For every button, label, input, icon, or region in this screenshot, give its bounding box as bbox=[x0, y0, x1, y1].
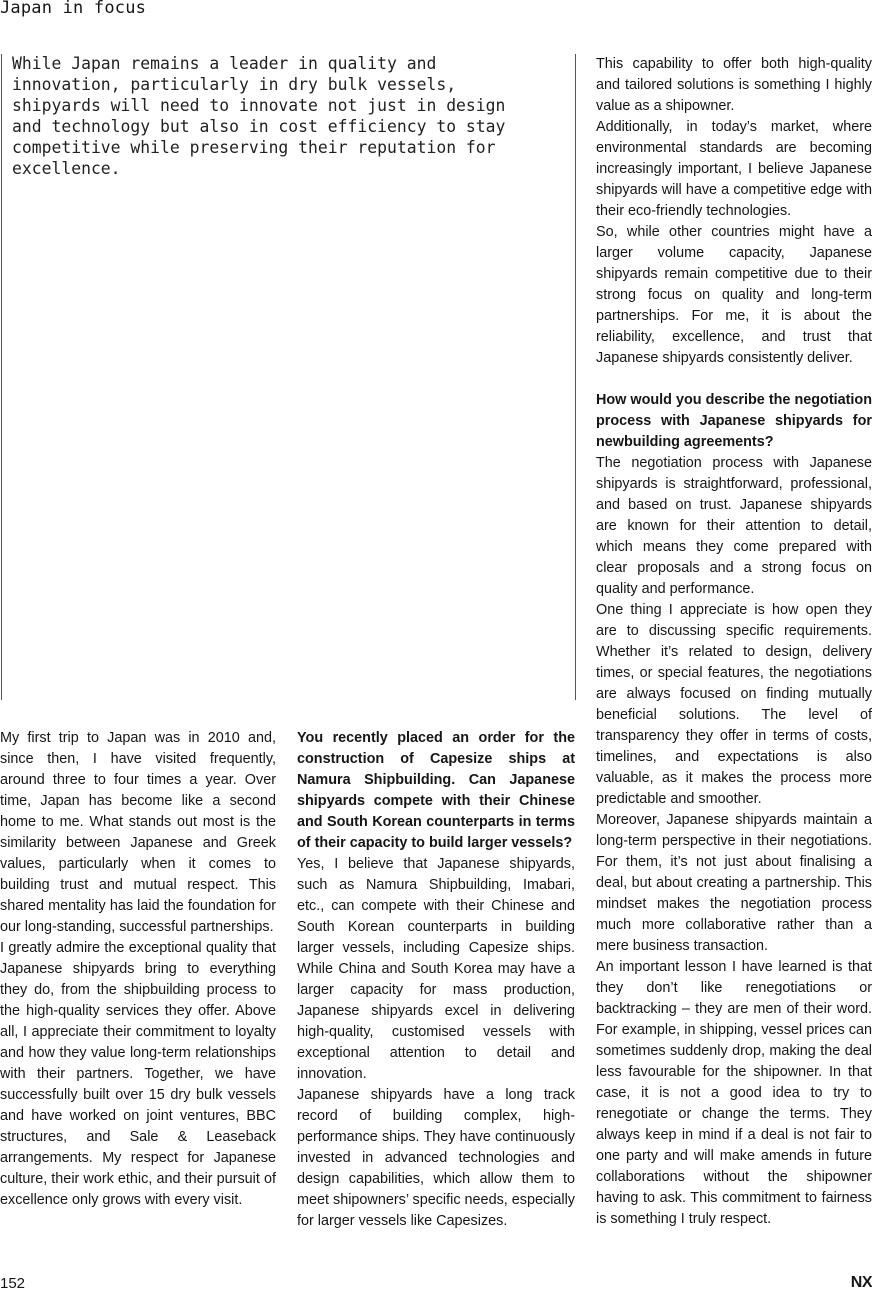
interview-question: How would you describe the negotiation process with Japanese shipyards for newbuilding agreements? bbox=[596, 392, 872, 450]
pull-quote-right-rule bbox=[575, 54, 576, 700]
paragraph: One thing I appreciate is how open they are to discussing specific requirements. Whether it’s related to design, delivery times, or special features, the negotiations are always focused on finding mutually beneficial solutions. The level of transparency they offer in terms of costs, timelines, and expectations is also valuable, as it makes the process more predictable and smoother. bbox=[596, 602, 872, 807]
paragraph: Moreover, Japanese shipyards maintain a long-term perspective in their negotiations. For them, it’s not just about finalising a deal, but about creating a partnership. This mindset makes the negotiation process much more collaborative rather than a mere business transaction. bbox=[596, 812, 872, 954]
paragraph: An important lesson I have learned is that they don’t like renegotiations or backtracking – they are men of their word. For example, in shipping, vessel prices can sometimes suddenly drop, making the deal less favourable for the shipowner. In that case, it is not a good idea to try to renegotiate or change the terms. They always keep in mind if a deal is not fair to one party and will make amends in future collaborations without the shipowner having to ask. This commitment to fairness is something I truly respect. bbox=[596, 959, 872, 1227]
paragraph: I greatly admire the exceptional quality that Japanese shipyards bring to everything they do, from the shipbuilding process to the high-quality services they offer. Above all, I appreciate their commitment to loyalty and how they value long-term relationships with their partners. Together, we have successfully built over 15 dry bulk vessels and have worked on joint ventures, BBC structures, and Sale & Leaseback arrangements. My respect for Japanese culture, their work ethic, and their pursuit of excellence only grows with every visit. bbox=[0, 940, 276, 1208]
paragraph: This capability to offer both high-quality and tailored solutions is something I highly value as a shipowner. bbox=[596, 56, 872, 114]
running-header: Japan in focus bbox=[0, 0, 147, 18]
paragraph: Japanese shipyards have a long track record of building complex, high-performance ships. They have continuously invested in advanced technologies and design capabilities, which allow them to meet shipowners’ specific needs, especially for larger vessels like Capesizes. bbox=[297, 1087, 575, 1229]
brand-logo: NX bbox=[850, 1274, 872, 1291]
pull-quote: While Japan remains a leader in quality and innovation, particularly in dry bulk vessels, shipyards will need to innovate not just in design and technology but also in cost efficiency to stay competitive while preserving their reputation for excellence. bbox=[12, 54, 506, 178]
paragraph: The negotiation process with Japanese shipyards is straightforward, professional, and based on trust. Japanese shipyards are known for their attention to detail, which means they come prepared with clear proposals and a strong focus on quality and performance. bbox=[596, 455, 872, 597]
paragraph: My first trip to Japan was in 2010 and, since then, I have visited frequently, around three to four times a year. Over time, Japan has become like a second home to me. What stands out most is the similarity between Japanese and Greek values, particularly when it comes to building trust and mutual respect. This shared mentality has laid the foundation for our long-standing, successful partnerships. bbox=[0, 730, 276, 935]
article-column-middle bbox=[297, 728, 575, 1232]
interview-question: You recently placed an order for the construction of Capesize ships at Namura Shipbuilding. Can Japanese shipyards compete with their Chinese and South Korean counterparts in terms of their capacity to build larger vessels? bbox=[297, 730, 575, 851]
page-number: 152 bbox=[0, 1275, 26, 1292]
article-column-left bbox=[0, 728, 276, 1211]
pull-quote-left-rule bbox=[1, 54, 2, 700]
paragraph: Yes, I believe that Japanese shipyards, such as Namura Shipbuilding, Imabari, etc., can compete with their Chinese and South Korean counterparts in building larger vessels, including Capesize ships. While China and South Korea may have a larger capacity for mass production, Japanese shipyards excel in delivering high-quality, customised vessels with exceptional attention to detail and innovation. bbox=[297, 856, 575, 1082]
paragraph: Additionally, in today’s market, where environmental standards are becoming increasingly important, I believe Japanese shipyards will have a competitive edge with their eco-friendly technologies. bbox=[596, 119, 872, 219]
article-column-right bbox=[596, 54, 872, 1230]
paragraph: So, while other countries might have a larger volume capacity, Japanese shipyards remain competitive due to their strong focus on quality and long-term partnerships. For me, it is about the reliability, excellence, and trust that Japanese shipyards consistently deliver. bbox=[596, 224, 872, 366]
